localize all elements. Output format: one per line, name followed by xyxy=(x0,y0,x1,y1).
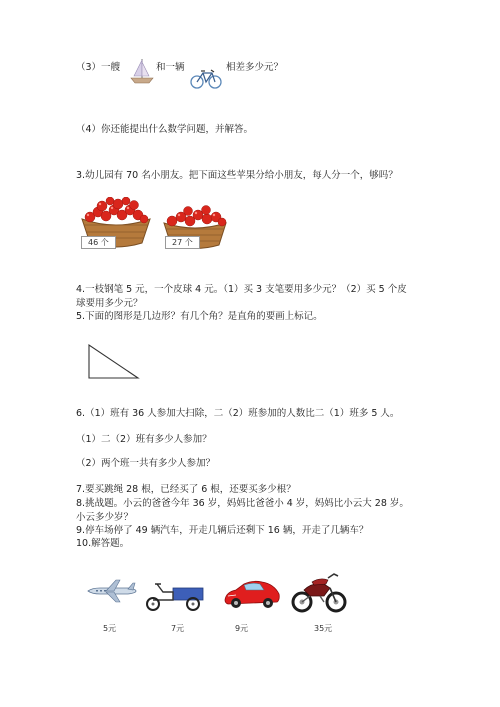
motorcycle-price: 35元 xyxy=(314,624,333,633)
sports-car-price: 9元 xyxy=(235,624,249,633)
problem-7-text: 7.要买跳绳 28 根，已经买了 6 根，还要买多少根？ xyxy=(76,484,296,495)
sports-car-icon xyxy=(222,576,282,612)
airplane-icon xyxy=(86,578,138,604)
apple-count-label: 27 个 xyxy=(165,236,200,249)
q3-text-part2: 和一辆 xyxy=(156,62,185,73)
q4-text: （4）你还能提出什么数学问题，并解答。 xyxy=(76,124,254,135)
problem-6-sub1: （1）二（2）班有多少人参加？ xyxy=(76,434,212,445)
problem-6-sub2: （2）两个班一共有多少人参加？ xyxy=(76,458,216,469)
problem-9-text: 9.停车场停了 49 辆汽车，开走几辆后还剩下 16 辆，开走了几辆车？ xyxy=(76,525,369,536)
motorcycle-icon xyxy=(290,568,348,614)
problem-6-text: 6.（1）班有 36 人参加大扫除，二（2）班参加的人数比二（1）班多 5 人。 xyxy=(76,408,400,419)
tricycle-price: 7元 xyxy=(171,624,185,633)
problem-4-text-line1: 4.一枝钢笔 5 元，一个皮球 4 元。（1）买 3 支笔要用多少元？（2）买 5 个皮 xyxy=(76,284,407,295)
right-triangle-figure xyxy=(84,340,144,382)
problem-3-text: 3.幼儿园有 70 名小朋友。把下面这些苹果分给小朋友，每人分一个，够吗？ xyxy=(76,170,398,181)
problem-10-text: 10.解答题。 xyxy=(76,538,130,549)
q3-text-part3: 相差多少元？ xyxy=(226,62,284,73)
problem-4-text-line2: 球要用多少元？ xyxy=(76,298,143,309)
bicycle-icon xyxy=(190,68,222,90)
airplane-price: 5元 xyxy=(103,624,117,633)
apple-count-label: 46 个 xyxy=(81,236,116,249)
problem-5-text: 5.下面的图形是几边形？有几个角？是直角的要画上标记。 xyxy=(76,311,323,322)
problem-8-text-line1: 8.挑战题。小云的爸爸今年 36 岁，妈妈比爸爸小 4 岁，妈妈比小云大 28 岁。 xyxy=(76,498,409,509)
q3-text-part1: （3）一艘 xyxy=(76,62,121,73)
sailboat-icon xyxy=(128,56,156,86)
problem-8-text-line2: 小云多少岁？ xyxy=(76,512,134,523)
tricycle-icon xyxy=(143,580,209,612)
